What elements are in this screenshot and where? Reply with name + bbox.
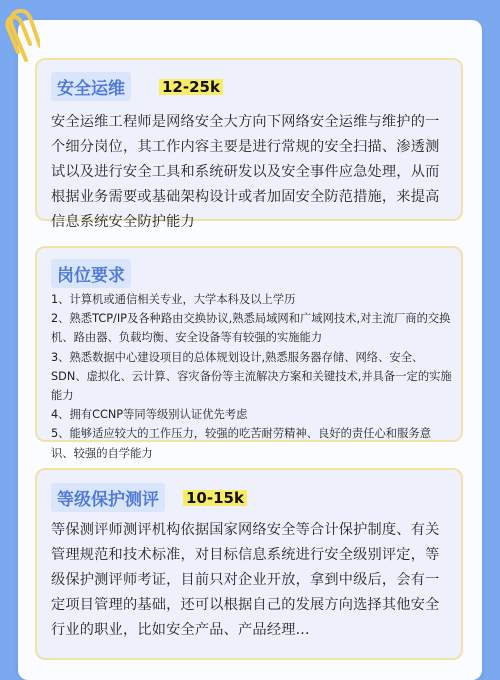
section-header [51, 483, 247, 512]
section-level-protection [35, 468, 463, 660]
salary-badge: 12-25k [159, 79, 223, 95]
section-header [51, 72, 223, 101]
section-description: 安全运维工程师是网络安全大方向下网络安全运维与维护的一个细分岗位，其工作内容主要是进行常规的安全扫描、渗透测试以及进行安全工具和系统研发以及安全事件应急处理，从而根据业务需要或基础架构设计或者加固安全防范措施，来提高信息系统安全防护能力 [51, 114, 440, 230]
section-title: 安全运维 [51, 72, 131, 101]
list-item: 1、计算机或通信相关专业，大学本科及以上学历 [51, 293, 296, 306]
requirements-list [51, 290, 453, 463]
section-description: 等保测评师测评机构依据国家网络安全等合计保护制度、有关管理规范和技术标准，对目标信息系统进行安全级别评定，等级保护测评师考证，目前只对企业开放，拿到中级后，会有一定项目管理的基础，还可以根据自己的发展方向选择其他安全行业的职业，比如安全产品、产品经理... [51, 522, 440, 638]
list-item: 5、能够适应较大的工作压力，较强的吃苦耐劳精神、良好的责任心和服务意识、较强的自学能力 [51, 427, 431, 460]
paperclip-icon [4, 8, 40, 66]
section-header [51, 259, 131, 288]
list-item: 2、熟悉TCP/IP及各种路由交换协议,熟悉局域网和广域网技术,对主流厂商的交换机、路由器、负载均衡、安全设备等有较强的实施能力 [51, 312, 451, 345]
list-item: 3、熟悉数据中心建设项目的总体规划设计,熟悉服务器存储、网络、安全、SDN、虚拟化、云计算、容灾备份等主流解决方案和关键技术,并具备一定的实施能力 [51, 350, 452, 403]
section-requirements [35, 246, 463, 460]
section-title: 岗位要求 [51, 259, 131, 288]
list-item: 4、拥有CCNP等同等级别认证优先考虑 [51, 408, 248, 422]
section-security-ops [35, 58, 463, 230]
salary-badge: 10-15k [183, 490, 247, 506]
section-title: 等级保护测评 [51, 483, 165, 512]
